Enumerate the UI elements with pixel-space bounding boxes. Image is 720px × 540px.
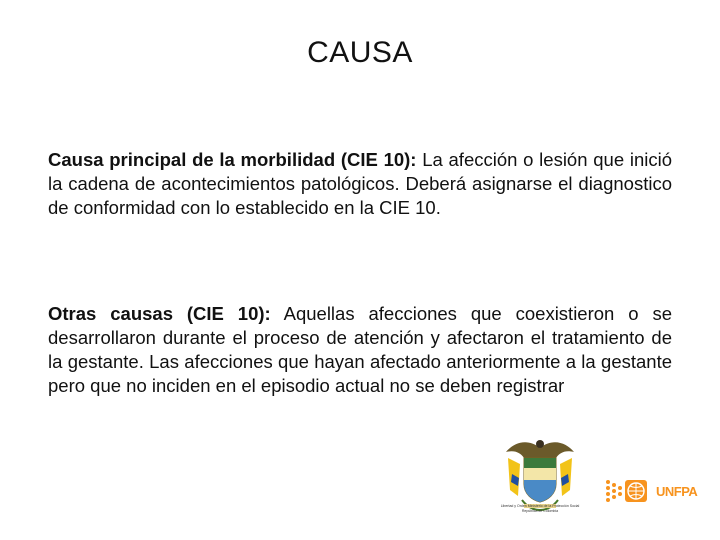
definition-other-causes: Aquellas afecciones que coexistieron o se desarrollaron durante el proceso de atención y afectaron el tratamiento de la gestante. Las afecciones que hayan afectado anteriormente a la gestante pero que no inciden en el episodio actual no se deben registrar — [48, 303, 672, 396]
crest-caption: Libertad y Orden Ministerio de la Protección Social República de Colombia — [500, 504, 580, 513]
paragraph-main-cause — [48, 148, 672, 220]
unfpa-logo-text: UNFPA — [656, 484, 698, 499]
term-other-causes: Otras causas (CIE 10): — [48, 303, 271, 324]
paragraph-other-causes — [48, 302, 672, 398]
definition-main-cause: La afección o lesión que inició la cadena de acontecimientos patológicos. Deberá asignarse el diagnostico de conformidad con lo establecido en la CIE 10. — [48, 149, 672, 218]
term-main-cause: Causa principal de la morbilidad (CIE 10): — [48, 149, 417, 170]
slide-title: CAUSA — [307, 36, 413, 69]
